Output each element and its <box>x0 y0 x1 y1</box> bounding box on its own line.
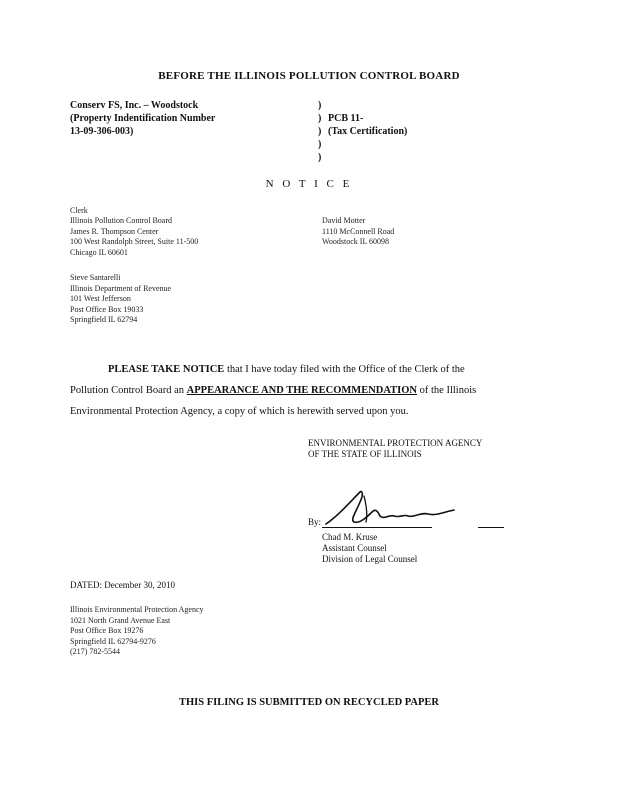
signatory-title: Assistant Counsel <box>322 543 387 553</box>
caption-paren: ) <box>318 100 322 111</box>
notice-paragraph-line-2 <box>70 380 476 401</box>
signatory-block <box>322 532 417 565</box>
notice-text: of the Illinois <box>417 385 477 396</box>
notice-bold-text: PLEASE TAKE NOTICE <box>108 364 225 375</box>
steve-line: 101 West Jefferson <box>70 294 131 303</box>
address-line: Post Office Box 19276 <box>70 626 144 635</box>
signature-line <box>322 527 432 528</box>
caption-paren: ) <box>318 113 322 124</box>
notice-paragraph-line-1 <box>108 359 465 380</box>
appearance-recommendation-text: APPEARANCE AND THE RECOMMENDATION <box>186 385 418 396</box>
clerk-line: Illinois Pollution Control Board <box>70 216 173 225</box>
board-heading: BEFORE THE ILLINOIS POLLUTION CONTROL BOARD <box>158 70 460 82</box>
caption-paren: ) <box>318 139 322 150</box>
agency-line: ENVIRONMENTAL PROTECTION AGENCY <box>308 438 483 448</box>
recipient-steve <box>70 273 171 326</box>
signature-line-end <box>478 527 504 528</box>
steve-line: Springfield IL 62794 <box>70 315 138 324</box>
agency-address <box>70 605 204 658</box>
notice-title: N O T I C E <box>265 178 353 190</box>
signature-graphic <box>320 486 470 530</box>
date-line: DATED: December 30, 2010 <box>70 580 175 590</box>
steve-line: Steve Santarelli <box>70 273 121 282</box>
caption-property-number: 13-09-306-003) <box>70 126 134 137</box>
agency-block <box>308 438 482 460</box>
david-line: David Motter <box>322 216 366 225</box>
caption-paren: ) <box>318 126 322 137</box>
recycled-paper-footer: THIS FILING IS SUBMITTED ON RECYCLED PAPER <box>178 697 440 708</box>
signatory-name: Chad M. Kruse <box>322 532 378 542</box>
by-label: By: <box>308 517 322 527</box>
agency-line: OF THE STATE OF ILLINOIS <box>308 449 422 459</box>
address-line: Illinois Environmental Protection Agency <box>70 605 204 614</box>
david-line: Woodstock IL 60098 <box>322 237 390 246</box>
caption-paren: ) <box>318 152 322 163</box>
case-number: PCB 11- <box>328 113 364 124</box>
case-type: (Tax Certification) <box>328 126 408 137</box>
recipient-david <box>322 216 394 248</box>
notice-paragraph-line-3: Environmental Protection Agency, a copy of which is herewith served upon you. <box>70 406 409 417</box>
address-line: Springfield IL 62794-9276 <box>70 636 156 646</box>
signatory-division: Division of Legal Counsel <box>322 554 418 564</box>
caption-property-id: (Property Indentification Number <box>70 113 216 124</box>
notice-text: Pollution Control Board an <box>70 385 187 396</box>
clerk-line: Chicago IL 60601 <box>70 247 128 257</box>
clerk-line: James R. Thompson Center <box>70 226 159 236</box>
address-line: (217) 782-5544 <box>70 647 120 656</box>
recipient-to-label: Clerk <box>70 206 88 215</box>
recipient-clerk <box>70 216 198 258</box>
caption-party: Conserv FS, Inc. – Woodstock <box>70 100 199 111</box>
notice-text: that I have today filed with the Office of the Clerk of the <box>224 364 465 375</box>
address-line: 1021 North Grand Avenue East <box>70 615 171 625</box>
david-line: 1110 McConnell Road <box>322 226 395 236</box>
clerk-line: 100 West Randolph Street, Suite 11-500 <box>70 237 199 246</box>
steve-line: Illinois Department of Revenue <box>70 283 172 293</box>
steve-line: Post Office Box 19033 <box>70 304 144 314</box>
